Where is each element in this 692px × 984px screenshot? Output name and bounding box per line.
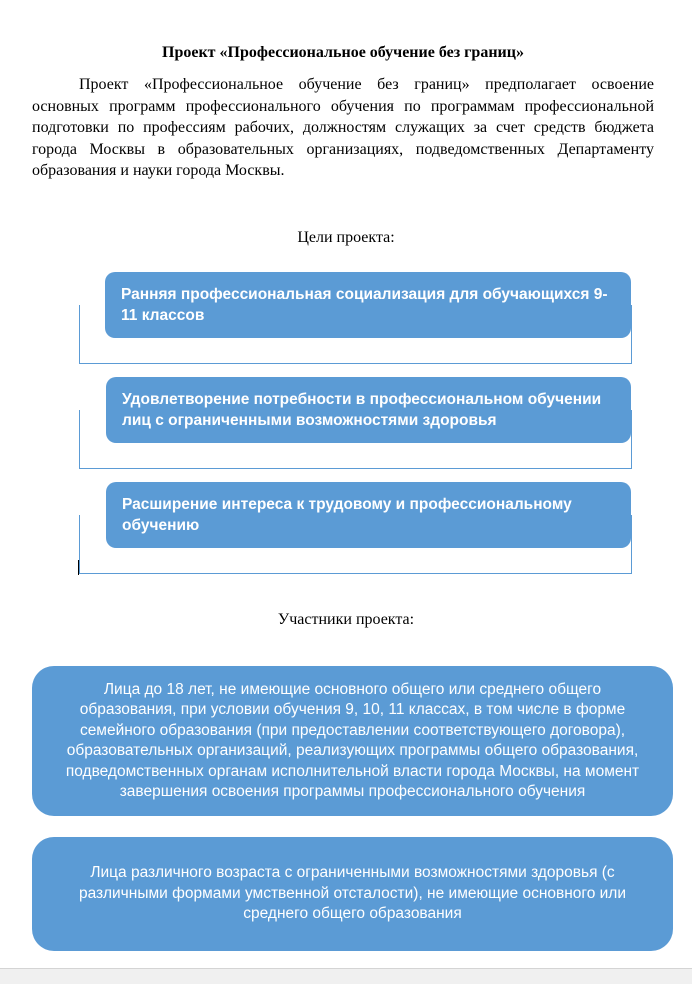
- goal-box-1: [105, 272, 631, 338]
- intro-paragraph: Проект «Профессиональное обучение без границ» предполагает освоение основных программ профессионального обучения по программам профессиональной подготовки по профессиям рабочих, должностям служащих за счет средств бюджета города Москвы в образовательных организациях, подведомственных Департаменту образования и науки города Москвы.: [32, 76, 654, 179]
- goal-text-3: Расширение интереса к трудовому и профессиональному обучению: [122, 496, 572, 534]
- participant-box-2: [32, 837, 673, 951]
- participant-box-1: [32, 666, 673, 816]
- goals-heading: Цели проекта:: [297, 229, 395, 246]
- goal-box-2: [106, 377, 631, 443]
- goal-text-2: Удовлетворение потребности в профессиональном обучении лиц с ограниченными возможностями здоровья: [122, 391, 602, 429]
- text-cursor: [78, 560, 79, 575]
- goal-text-1: Ранняя профессиональная социализация для обучающихся 9-11 классов: [121, 286, 608, 324]
- document-title: Проект «Профессиональное обучение без границ»: [162, 44, 524, 61]
- participant-text-1: Лица до 18 лет, не имеющие основного общего или среднего общего образования, при условии обучения 9, 10, 11 классах, в том числе в форме семейного образования (при предоставлении соответствующего договора), образовательных организаций, реализующих программы общего образования, подведомственных органам исполнительной власти города Москвы, на момент завершения освоения программы профессионального обучения: [65, 680, 640, 800]
- participant-text-2: Лица различного возраста с ограниченными возможностями здоровья (с различными формами умственной отсталости), не имеющие основного или среднего общего образования: [78, 864, 627, 923]
- goal-box-3: [106, 482, 631, 548]
- window-bottom-bar: [0, 968, 692, 984]
- participants-heading: Участники проекта:: [277, 611, 415, 628]
